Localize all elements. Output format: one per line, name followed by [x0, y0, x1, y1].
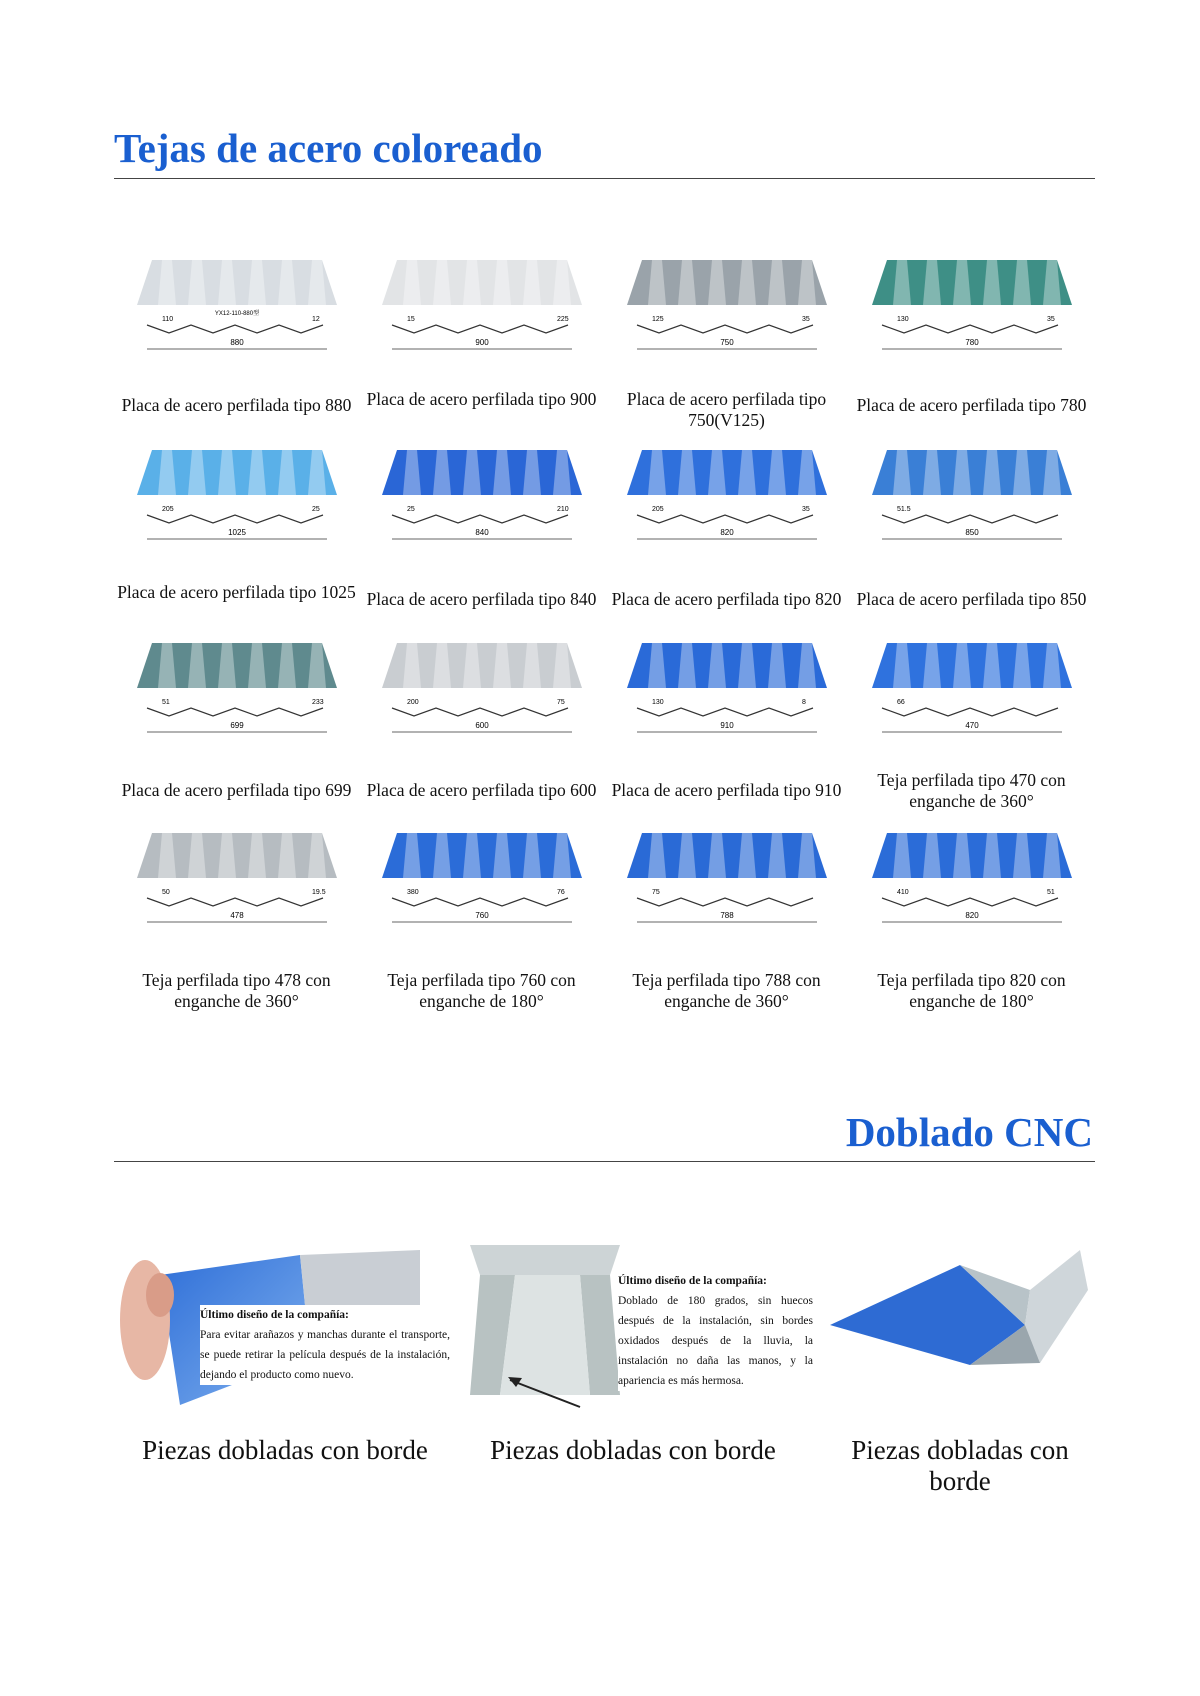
dimension-label-b: 19.5: [311, 889, 326, 896]
cross-section-line: [637, 898, 813, 906]
dimension-label-a: 25: [406, 506, 415, 513]
profile-illustration: [114, 828, 359, 938]
cnc-caption: Piezas dobladas con borde: [851, 1435, 1069, 1496]
dimension-label-main: 880: [229, 338, 244, 347]
cross-section-line: [147, 325, 323, 333]
dimension-label-b: 76: [556, 889, 565, 896]
dimension-label-main: 600: [474, 721, 489, 730]
profile-caption: Placa de acero perfilada tipo 820: [611, 589, 842, 609]
dimension-label-a: 410: [896, 889, 909, 896]
profile-caption: Placa de acero perfilada tipo 780: [856, 395, 1087, 415]
section-title-tejas: Tejas de acero coloreado: [114, 125, 543, 171]
profile-caption: Teja perfilada tipo 478 con enganche de 360°: [142, 970, 331, 1011]
cross-section-line: [392, 515, 568, 523]
cross-section-line: [392, 708, 568, 716]
profile-illustration: [114, 638, 359, 748]
cross-section-line: [882, 708, 1058, 716]
dimension-label-main: 780: [964, 338, 979, 347]
profile-illustration: [849, 255, 1094, 365]
profile-illustration: [604, 255, 849, 365]
dimension-label-main: 470: [964, 721, 979, 730]
cross-section-line: [882, 515, 1058, 523]
cross-section-line: [147, 898, 323, 906]
dimension-label-a: 110: [161, 316, 173, 323]
profile-illustration: [359, 638, 604, 748]
company-note: [200, 1305, 450, 1385]
dimension-label-main: 900: [474, 338, 489, 347]
dimension-label-a: 51: [161, 699, 170, 706]
section-divider: [114, 1161, 1095, 1162]
profile-illustration: [359, 828, 604, 938]
profile-caption: Teja perfilada tipo 788 con enganche de 360°: [632, 970, 821, 1011]
dimension-label-main: 1025: [227, 528, 246, 537]
dimension-label-a: 130: [651, 699, 664, 706]
profile-caption: Placa de acero perfilada tipo 750(V125): [626, 389, 827, 430]
dimension-label-a: 125: [651, 316, 664, 323]
dimension-label-b: 75: [556, 699, 565, 706]
profile-illustration: [604, 445, 849, 555]
profile-illustration: [849, 828, 1094, 938]
bent-piece-photo: [460, 1245, 630, 1415]
dimension-label-b: 210: [556, 506, 569, 513]
note-title: Último diseño de la compañía:: [200, 1309, 349, 1321]
dimension-label-main: 788: [719, 911, 734, 920]
dimension-label-b: 51: [1046, 889, 1055, 896]
dimension-label-a: 205: [161, 506, 174, 513]
profile-caption: Teja perfilada tipo 760 con enganche de 180°: [387, 970, 576, 1011]
dimension-label-b: 225: [556, 316, 569, 323]
profile-caption: Placa de acero perfilada tipo 880: [121, 395, 352, 415]
cross-section-line: [147, 515, 323, 523]
section-divider: [114, 178, 1095, 179]
dimension-label-a: 50: [161, 889, 170, 896]
profile-code: YX12-110-880型: [214, 311, 259, 317]
profile-illustration: [359, 445, 604, 555]
cnc-caption: Piezas dobladas con borde: [142, 1435, 428, 1465]
section-title-cnc: Doblado CNC: [845, 1109, 1093, 1155]
profile-caption: Teja perfilada tipo 470 con enganche de 360°: [877, 770, 1066, 811]
cross-section-line: [637, 708, 813, 716]
note-text: Para evitar arañazos y manchas durante el transporte, se puede retirar la película después de la instalación, dejando el producto como nuevo.: [200, 1329, 450, 1381]
cnc-item: [830, 1245, 1090, 1420]
cross-section-line: [392, 898, 568, 906]
profile-illustration: [849, 638, 1094, 748]
cnc-item: [460, 1245, 820, 1420]
profile-caption: Placa de acero perfilada tipo 910: [611, 780, 842, 800]
cross-section-line: [392, 325, 568, 333]
cross-section-line: [882, 325, 1058, 333]
profile-caption: Teja perfilada tipo 820 con enganche de 180°: [877, 970, 1066, 1011]
dimension-label-main: 699: [229, 721, 244, 730]
bent-piece-photo: [830, 1245, 1090, 1395]
profile-caption: Placa de acero perfilada tipo 600: [366, 780, 597, 800]
cnc-caption: Piezas dobladas con borde: [490, 1435, 776, 1465]
cnc-item: [120, 1245, 450, 1420]
dimension-label-main: 820: [719, 528, 734, 537]
cross-section-line: [882, 898, 1058, 906]
dimension-label-a: 380: [406, 889, 419, 896]
profile-illustration: [604, 638, 849, 748]
dimension-label-a: 66: [896, 699, 905, 706]
dimension-label-main: 850: [964, 528, 979, 537]
profile-caption: Placa de acero perfilada tipo 850: [856, 589, 1087, 609]
dimension-label-b: 8: [801, 699, 806, 706]
profile-caption: Placa de acero perfilada tipo 840: [366, 589, 597, 609]
profile-illustration: [849, 445, 1094, 555]
note-title: Último diseño de la compañía:: [618, 1275, 767, 1287]
cross-section-line: [637, 515, 813, 523]
dimension-label-a: 75: [651, 889, 660, 896]
dimension-label-b: 233: [311, 699, 324, 706]
profile-caption: Placa de acero perfilada tipo 900: [366, 389, 597, 409]
dimension-label-a: 51.5: [896, 506, 911, 513]
dimension-label-main: 750: [719, 338, 734, 347]
dimension-label-a: 200: [406, 699, 419, 706]
profile-illustration: [114, 255, 359, 365]
dimension-label-main: 840: [474, 528, 489, 537]
profile-caption: Placa de acero perfilada tipo 1025: [117, 582, 356, 602]
dimension-label-main: 820: [964, 911, 979, 920]
dimension-label-b: 35: [801, 316, 810, 323]
profile-illustration: [359, 255, 604, 365]
dimension-label-main: 760: [474, 911, 489, 920]
cross-section-line: [147, 708, 323, 716]
note-text: Doblado de 180 grados, sin huecos después de la instalación, sin bordes oxidados después de la lluvia, la instalación no daña las manos, y la apariencia es más hermosa.: [618, 1295, 813, 1387]
dimension-label-a: 205: [651, 506, 664, 513]
profile-illustration: [114, 445, 359, 555]
profile-caption: Placa de acero perfilada tipo 699: [121, 780, 352, 800]
dimension-label-a: 15: [406, 316, 415, 323]
dimension-label-b: 35: [1046, 316, 1055, 323]
cross-section-line: [637, 325, 813, 333]
dimension-label-main: 910: [719, 721, 734, 730]
dimension-label-b: 35: [801, 506, 810, 513]
dimension-label-b: 12: [311, 316, 320, 323]
profile-illustration: [604, 828, 849, 938]
dimension-label-main: 478: [229, 911, 244, 920]
company-note: [618, 1271, 813, 1391]
dimension-label-a: 130: [896, 316, 909, 323]
dimension-label-b: 25: [311, 506, 320, 513]
